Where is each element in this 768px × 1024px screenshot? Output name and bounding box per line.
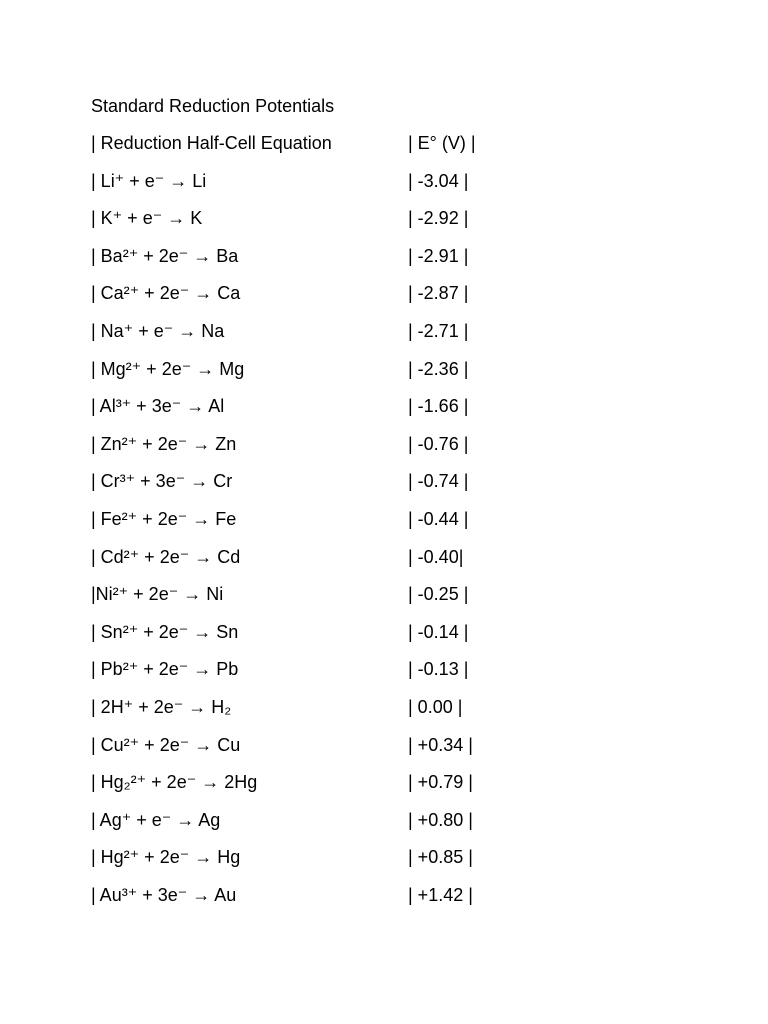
table-row — [0, 169, 768, 207]
potential-cell: | -3.04 | — [408, 170, 469, 191]
potential-cell: | +0.79 | — [408, 772, 473, 793]
potentials-table — [0, 131, 768, 920]
potential-cell: | -0.14 | — [408, 621, 469, 642]
equation-cell: | Na⁺ + e⁻ → Na — [91, 320, 225, 341]
equation-cell: | Ca²⁺ + 2e⁻ → Ca — [91, 283, 241, 304]
equation-cell: | Ba²⁺ + 2e⁻ → Ba — [91, 245, 239, 266]
potential-cell: | -0.44 | — [408, 508, 469, 529]
equation-cell: | Au³⁺ + 3e⁻ → Au — [91, 884, 237, 905]
potential-cell: | -0.25 | — [408, 584, 469, 605]
equation-cell: | Zn²⁺ + 2e⁻ → Zn — [91, 433, 237, 454]
header-equation: | Reduction Half-Cell Equation — [91, 133, 332, 153]
potential-cell: | -1.66 | — [408, 396, 469, 417]
table-row — [0, 206, 768, 244]
equation-cell: | Hg²⁺ + 2e⁻ → Hg — [91, 847, 241, 868]
table-row — [0, 657, 768, 695]
equation-cell: | Li⁺ + e⁻ → Li — [91, 170, 207, 191]
potential-cell: | -2.87 | — [408, 283, 469, 304]
table-row — [0, 883, 768, 921]
equation-cell: | Sn²⁺ + 2e⁻ → Sn — [91, 621, 239, 642]
potential-cell: | -0.76 | — [408, 433, 469, 454]
table-row — [0, 432, 768, 470]
potential-cell: | +1.42 | — [408, 884, 473, 905]
equation-cell: | Al³⁺ + 3e⁻ → Al — [91, 396, 225, 417]
potential-cell: | -2.92 | — [408, 208, 469, 229]
equation-cell: | K⁺ + e⁻ → K — [91, 208, 203, 229]
equation-cell: |Ni²⁺ + 2e⁻ → Ni — [91, 584, 224, 605]
table-row — [0, 808, 768, 846]
potential-cell: | +0.80 | — [408, 809, 473, 830]
table-row — [0, 695, 768, 733]
table-row — [0, 845, 768, 883]
potential-cell: | +0.85 | — [408, 847, 473, 868]
potential-cell: | 0.00 | — [408, 696, 463, 717]
table-row — [0, 733, 768, 771]
table-row — [0, 357, 768, 395]
table-row — [0, 469, 768, 507]
equation-cell: | Fe²⁺ + 2e⁻ → Fe — [91, 508, 237, 529]
potential-cell: | -0.13 | — [408, 659, 469, 680]
equation-cell: | Cd²⁺ + 2e⁻ → Cd — [91, 546, 241, 567]
equation-cell: | Pb²⁺ + 2e⁻ → Pb — [91, 659, 239, 680]
potential-cell: | +0.34 | — [408, 734, 473, 755]
table-row — [0, 319, 768, 357]
table-row — [0, 545, 768, 583]
table-row — [0, 770, 768, 808]
table-row — [0, 620, 768, 658]
equation-cell: | Cr³⁺ + 3e⁻ → Cr — [91, 471, 233, 492]
equation-cell: | Ag⁺ + e⁻ → Ag — [91, 809, 221, 830]
potential-cell: | -0.40| — [408, 546, 464, 567]
table-row — [0, 582, 768, 620]
table-row — [0, 281, 768, 319]
potential-cell: | -2.71 | — [408, 320, 469, 341]
header-value: | E° (V) | — [408, 133, 476, 153]
table-header-row — [0, 131, 768, 169]
potential-cell: | -2.36 | — [408, 358, 469, 379]
table-row — [0, 507, 768, 545]
document-title: Standard Reduction Potentials — [91, 96, 335, 116]
equation-cell: | Hg₂²⁺ + 2e⁻ → 2Hg — [91, 772, 258, 793]
potential-cell: | -2.91 | — [408, 245, 469, 266]
table-row — [0, 244, 768, 282]
equation-cell: | Cu²⁺ + 2e⁻ → Cu — [91, 734, 241, 755]
potential-cell: | -0.74 | — [408, 471, 469, 492]
table-row — [0, 394, 768, 432]
equation-cell: | Mg²⁺ + 2e⁻ → Mg — [91, 358, 245, 379]
equation-cell: | 2H⁺ + 2e⁻ → H₂ — [91, 696, 232, 717]
